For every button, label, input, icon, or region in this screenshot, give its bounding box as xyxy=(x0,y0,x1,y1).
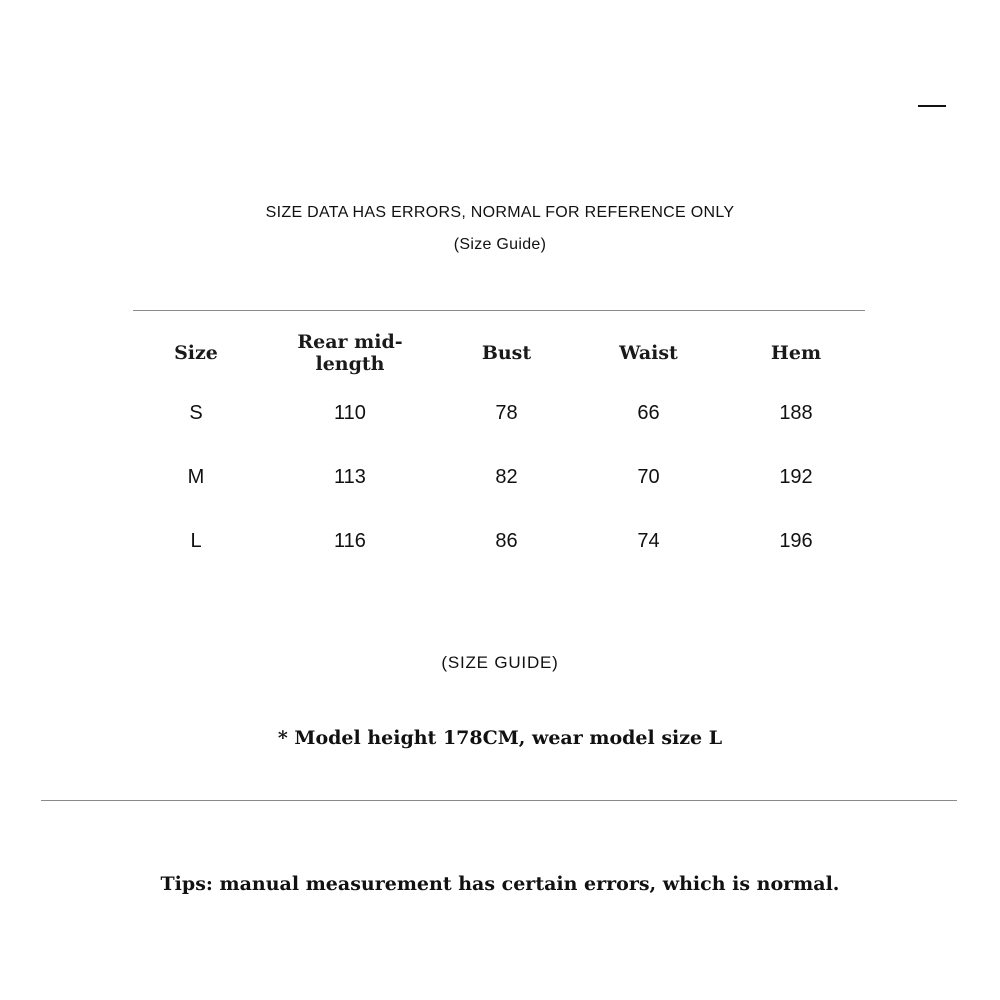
header-bust: Bust xyxy=(481,342,532,364)
header-rear-mid-length: Rear mid-length xyxy=(297,331,403,375)
table-row xyxy=(120,509,880,573)
cell-size: S xyxy=(189,401,203,424)
table-row xyxy=(120,445,880,509)
cell-hem: 188 xyxy=(779,401,813,424)
minimize-dash-icon xyxy=(918,105,946,107)
cell-waist: 70 xyxy=(637,465,660,488)
tips-text: Tips: manual measurement has certain errors, which is normal. xyxy=(160,873,840,895)
size-guide-subtitle: (Size Guide) xyxy=(453,236,547,253)
cell-bust: 78 xyxy=(495,401,518,424)
table-header-row xyxy=(120,325,880,381)
header-size: Size xyxy=(174,342,218,364)
bottom-divider xyxy=(41,800,957,801)
cell-hem: 192 xyxy=(779,465,813,488)
cell-waist: 66 xyxy=(637,401,660,424)
top-divider xyxy=(133,310,865,311)
size-disclaimer: SIZE DATA HAS ERRORS, NORMAL FOR REFERENCE ONLY xyxy=(265,204,735,221)
cell-rear-mid-length: 116 xyxy=(334,529,366,552)
size-table xyxy=(120,325,880,573)
cell-hem: 196 xyxy=(779,529,813,552)
cell-rear-mid-length: 110 xyxy=(334,401,366,424)
header-hem: Hem xyxy=(770,342,822,364)
cell-waist: 74 xyxy=(637,529,660,552)
size-guide-caption: (SIZE GUIDE) xyxy=(441,653,559,672)
header-waist: Waist xyxy=(619,342,678,364)
model-note: * Model height 178CM, wear model size L xyxy=(277,727,723,749)
cell-size: L xyxy=(190,529,202,552)
cell-bust: 82 xyxy=(495,465,518,488)
cell-size: M xyxy=(187,465,205,488)
cell-rear-mid-length: 113 xyxy=(334,465,366,488)
table-row xyxy=(120,381,880,445)
cell-bust: 86 xyxy=(495,529,518,552)
